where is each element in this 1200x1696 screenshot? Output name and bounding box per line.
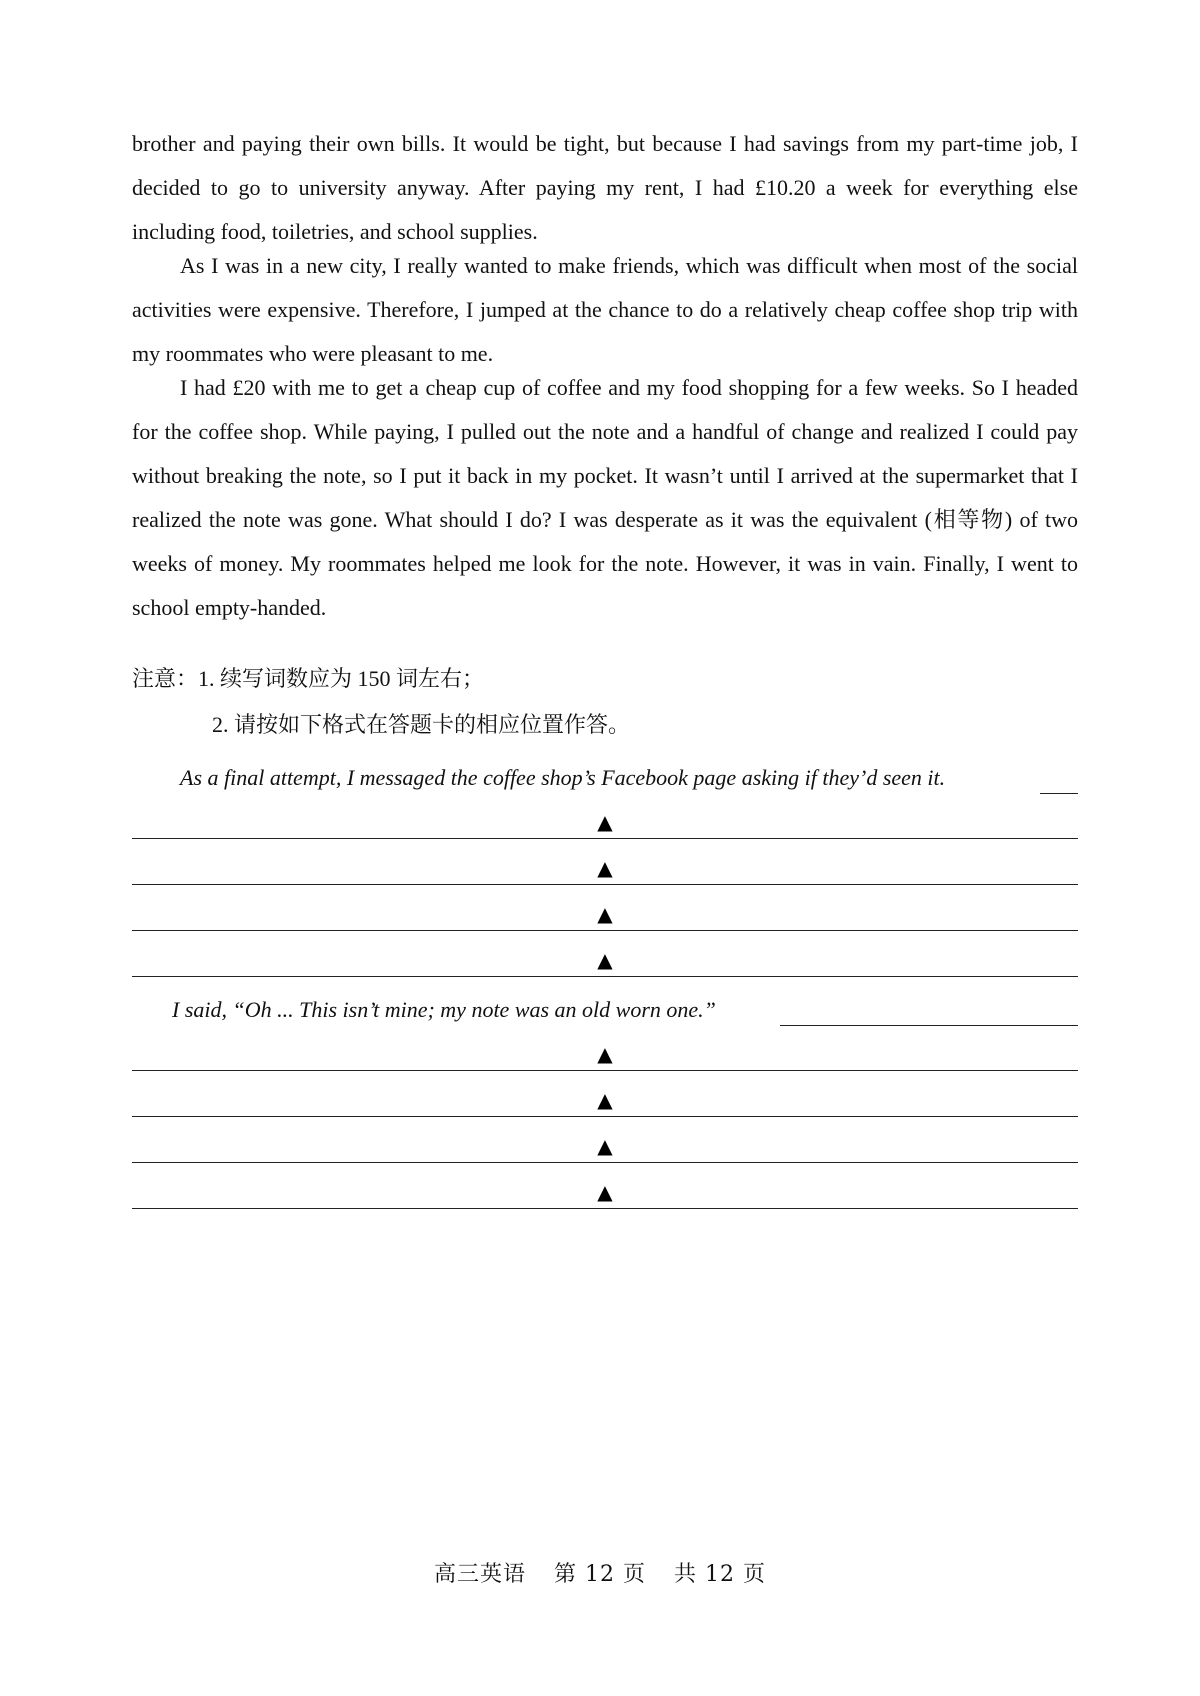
continuation-prompt-2: I said, “Oh ... This isn’t mine; my note was an old worn one.” — [172, 997, 716, 1022]
answer-line[interactable] — [132, 808, 1078, 839]
answer-line[interactable] — [132, 1040, 1078, 1071]
answer-line[interactable] — [132, 1086, 1078, 1117]
triangle-marker-icon: ▲ — [597, 948, 613, 972]
prompt-2-tail-line — [780, 995, 1078, 1026]
answer-line[interactable] — [132, 900, 1078, 931]
answer-line[interactable] — [132, 1178, 1078, 1209]
triangle-marker-icon: ▲ — [597, 902, 613, 926]
continuation-prompt-1: As a final attempt, I messaged the coffee shop’s Facebook page asking if they’d seen it. — [180, 765, 946, 790]
notes-item-2: 2. 请按如下格式在答题卡的相应位置作答。 — [212, 712, 631, 737]
footer-total-pages: 共 12 页 — [674, 1562, 766, 1587]
triangle-marker-icon: ▲ — [597, 1134, 613, 1158]
answer-line[interactable] — [132, 1132, 1078, 1163]
answer-line[interactable] — [132, 854, 1078, 885]
triangle-marker-icon: ▲ — [597, 1088, 613, 1112]
footer-page-number: 第 12 页 — [554, 1562, 646, 1587]
triangle-marker-icon: ▲ — [597, 1042, 613, 1066]
passage-paragraph-2: As I was in a new city, I really wanted to make friends, which was difficult when most of the social activities were expensive. Therefore, I jumped at the chance to do a relatively cheap coffee shop trip with my roommates who were pleasant to me. — [132, 253, 1078, 366]
footer-subject: 高三英语 — [434, 1562, 527, 1587]
triangle-marker-icon: ▲ — [597, 1180, 613, 1204]
triangle-marker-icon: ▲ — [597, 856, 613, 880]
notes-item-1: 1. 续写词数应为 150 词左右； — [198, 666, 485, 691]
notes-label-text: 注意： — [132, 666, 199, 691]
page-footer — [0, 1560, 1200, 1590]
notes-label — [132, 664, 484, 694]
passage-paragraph-3: I had £20 with me to get a cheap cup of coffee and my food shopping for a few weeks. So I headed for the coffee shop. While paying, I pulled out the note and a handful of change and realized I could pay without breaking the note, so I put it back in my pocket. It wasn’t until I arrived at the supermarket that I realized the note was gone. What should I do? I was desperate as it was the equivalent (相等物) of two weeks of money. My roommates helped me look for the note. However, it was in vain. Finally, I went to school empty-handed. — [132, 375, 1078, 620]
answer-line[interactable] — [132, 946, 1078, 977]
triangle-marker-icon: ▲ — [597, 810, 613, 834]
prompt-1-tail-line — [1040, 763, 1078, 794]
passage-paragraph-1: brother and paying their own bills. It would be tight, but because I had savings from my part-time job, I decided to go to university anyway. After paying my rent, I had £10.20 a week for everything else including food, toiletries, and school supplies. — [132, 131, 1078, 244]
